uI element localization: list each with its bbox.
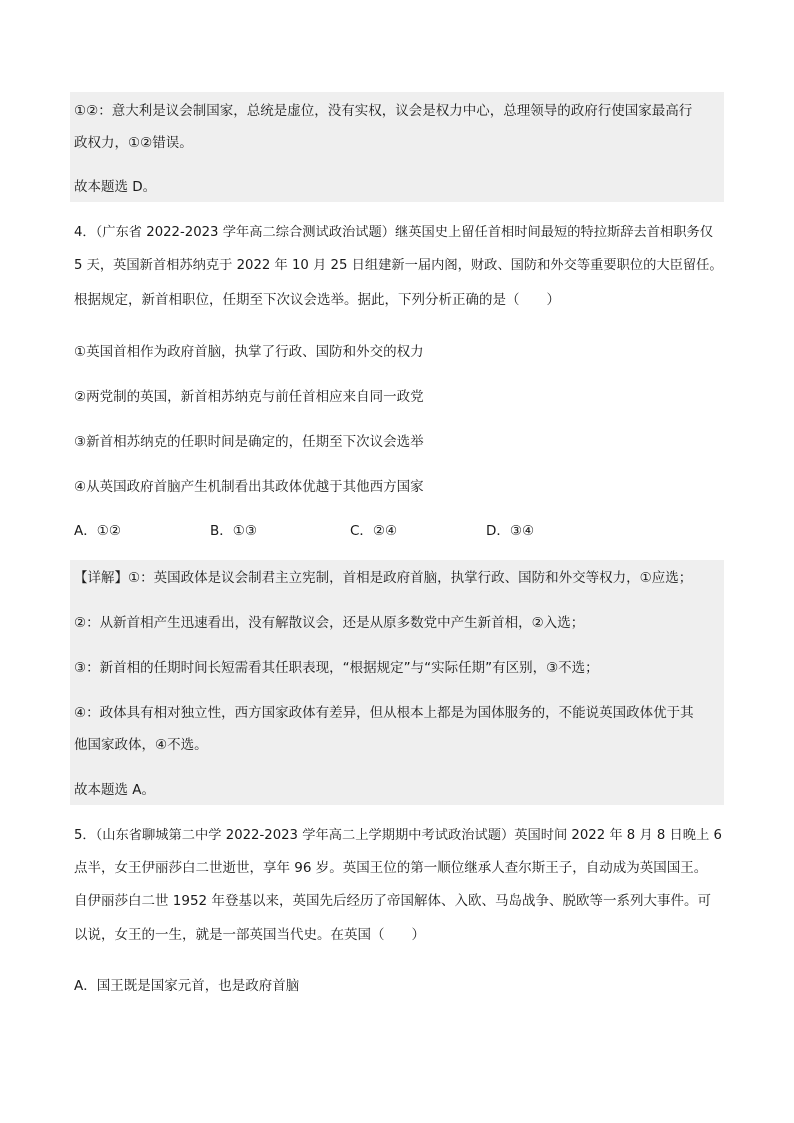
explanation-text: 【详解】①：英国政体是议会制君主立宪制，首相是政府首脑，执掌行政、国防和外交等权力，①应选；: [74, 570, 693, 586]
explanation-text: 政权力，①②错误。: [74, 135, 193, 151]
question-stem: 根据规定，新首相职位，任期至下次议会选举。据此，下列分析正确的是（ ）: [74, 292, 560, 308]
question-stem: 5．（山东省聊城第二中学 2022-2023 学年高二上学期期中考试政治试题）英国时间 2022 年 8 月 8 日晚上 6: [74, 828, 722, 843]
question-stem: 点半，女王伊丽莎白二世逝世，享年 96 岁。英国王位的第一顺位继承人查尔斯王子，自动成为英国国王。: [74, 860, 708, 876]
question-stem: 自伊丽莎白二世 1952 年登基以来，英国先后经历了帝国解体、入欧、马岛战争、脱欧等一系列大事件。可: [74, 893, 711, 909]
explanation-text: ④：政体具有相对独立性，西方国家政体有差异，但从根本上都是为国体服务的，不能说英国政体优于其: [74, 705, 694, 721]
statement: ③新首相苏纳克的任职时间是确定的，任期至下次议会选举: [74, 434, 424, 450]
statement: ②两党制的英国，新首相苏纳克与前任首相应来自同一政党: [74, 389, 424, 405]
option-a: A．国王既是国家元首，也是政府首脑: [74, 978, 300, 994]
explanation-text: ②：从新首相产生迅速看出，没有解散议会，还是从原多数党中产生新首相，②入选；: [74, 615, 585, 631]
option-b: B．①③: [210, 523, 257, 539]
explanation-text: ①②：意大利是议会制国家，总统是虚位，没有实权，议会是权力中心，总理领导的政府行使国家最高行: [74, 103, 693, 119]
question-stem: 4．（广东省 2022-2023 学年高二综合测试政治试题）继英国史上留任首相时间最短的特拉斯辞去首相职务仅: [74, 225, 713, 240]
explanation-text: 他国家政体，④不选。: [74, 737, 208, 753]
explanation-box-q4: [70, 560, 724, 805]
answer-line: 故本题选 D。: [74, 179, 157, 195]
explanation-text: ③：新首相的任期时间长短需看其任职表现，“根据规定”与“实际任期”有区别，③不选；: [74, 660, 599, 676]
option-d: D．③④: [486, 523, 535, 539]
question-stem: 以说，女王的一生，就是一部英国当代史。在英国（ ）: [74, 927, 425, 943]
statement: ①英国首相作为政府首脑，执掌了行政、国防和外交的权力: [74, 344, 424, 360]
answer-line: 故本题选 A。: [74, 782, 156, 798]
option-a: A．①②: [74, 523, 121, 539]
option-c: C．②④: [350, 523, 398, 539]
statement: ④从英国政府首脑产生机制看出其政体优越于其他西方国家: [74, 479, 424, 495]
question-stem: 5 天，英国新首相苏纳克于 2022 年 10 月 25 日组建新一届内阁，财政、国防和外交等重要职位的大臣留任。: [74, 258, 723, 273]
